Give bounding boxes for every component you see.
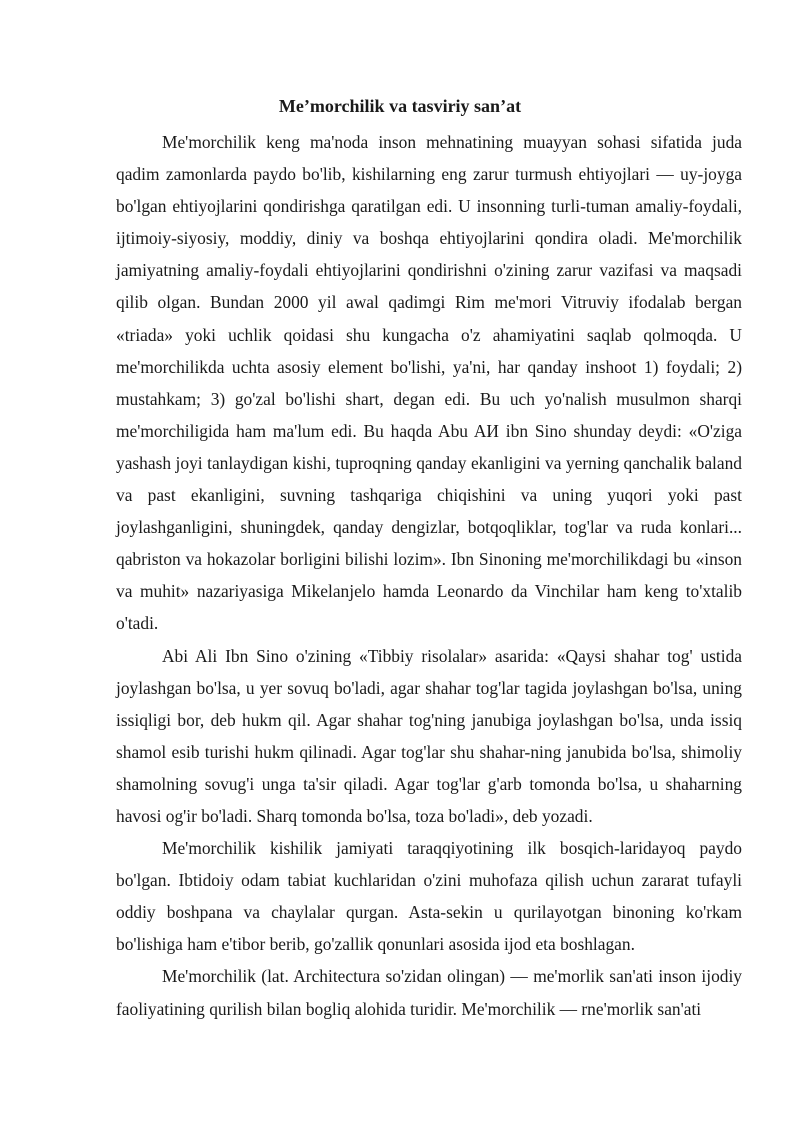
- page-title: Me’morchilik va tasviriy san’at: [278, 96, 522, 116]
- paragraph-2: Abi Ali Ibn Sino o'zining «Tibbiy risolalar» asarida: «Qaysi shahar tog' ustida joylashgan bo'lsa, u yer sovuq bo'ladi, agar shahar tog'lar tagida joylashgan bo'lsa, uning issiqligi bor, deb hukm qil. Agar shahar tog'ning janubiga joylashgan bo'lsa, unda issiq shamol esib turishi hukm qilinadi. Agar tog'lar shu shahar-ning janubida bo'lsa, shimoliy shamolning sovug'i unga ta'sir qiladi. Agar tog'lar g'arb tomonda bo'lsa, u shaharning havosi og'ir bo'ladi. Sharq tomonda bo'lsa, toza bo'ladi», deb yozadi.: [116, 645, 742, 826]
- paragraph-1: Me'morchilik keng ma'noda inson mehnatining muayyan sohasi sifatida juda qadim zamonlarda paydo bo'lib, kishilarning eng zarur turmush ehtiyojlari — uy-joyga bo'lgan ehtiyojlarini qondirishga qaratilgan edi. U insonning turli-tuman amaliy-foydali, ijtimoiy-siyosiy, moddiy, diniy va boshqa ehtiyojlarini qondira oladi. Me'morchilik jamiyatning amaliy-foydali ehtiyojlarini qondirishni o'zining zarur vazifasi va maqsadi qilib olgan. Bundan 2000 yil awal qadimgi Rim me'mori Vitruviy ifodalab bergan «triada» yoki uchlik qoidasi shu kungacha o'z ahamiyatini saqlab qolmoqda. U me'morchilikda uchta asosiy element bo'lishi, ya'ni, har qanday inshoot 1) foydali; 2) mustahkam; 3) go'zal bo'lishi shart, degan edi. Bu uch yo'nalish musulmon sharqi me'morchiligida ham ma'lum edi. Bu haqda Abu AИ ibn Sino shunday deydi: «O'ziga yashash joyi tanlaydigan kishi, tuproqning qanday ekanligini va yerning qanchalik baland va past ekanligini, suvning tashqariga chiqishini va uning yuqori yoki past joylashganligini, shuningdek, qanday dengizlar, botqoqliklar, tog'lar va ruda konlari... qabriston va hokazolar borligini bilishi lozim». Ibn Sinoning me'morchilikdagi bu «inson va muhit» nazariyasiga Mikelanjelo hamda Leonardo da Vinchilar ham keng to'xtalib o'tadi.: [116, 132, 742, 634]
- body-text: [116, 126, 742, 1025]
- paragraph-4: Me'morchilik (lat. Architectura so'zidan olingan) — me'morlik san'ati inson ijodiy faoliyatining qurilish bilan bogliq alohida turidir. Me'morchilik — rne'morlik san'ati: [116, 966, 742, 1019]
- paragraph-3: Me'morchilik kishilik jamiyati taraqqiyotining ilk bosqich-laridayoq paydo bo'lgan. Ibtidoiy odam tabiat kuchlaridan o'zini muhofaza qilish uchun zararat tufayli oddiy boshpana va chaylalar qurgan. Asta-sekin u qurilayotgan binoning ko'rkam bo'lishiga ham e'tibor berib, go'zallik qonunlari asosida ijod eta boshlagan.: [116, 838, 742, 955]
